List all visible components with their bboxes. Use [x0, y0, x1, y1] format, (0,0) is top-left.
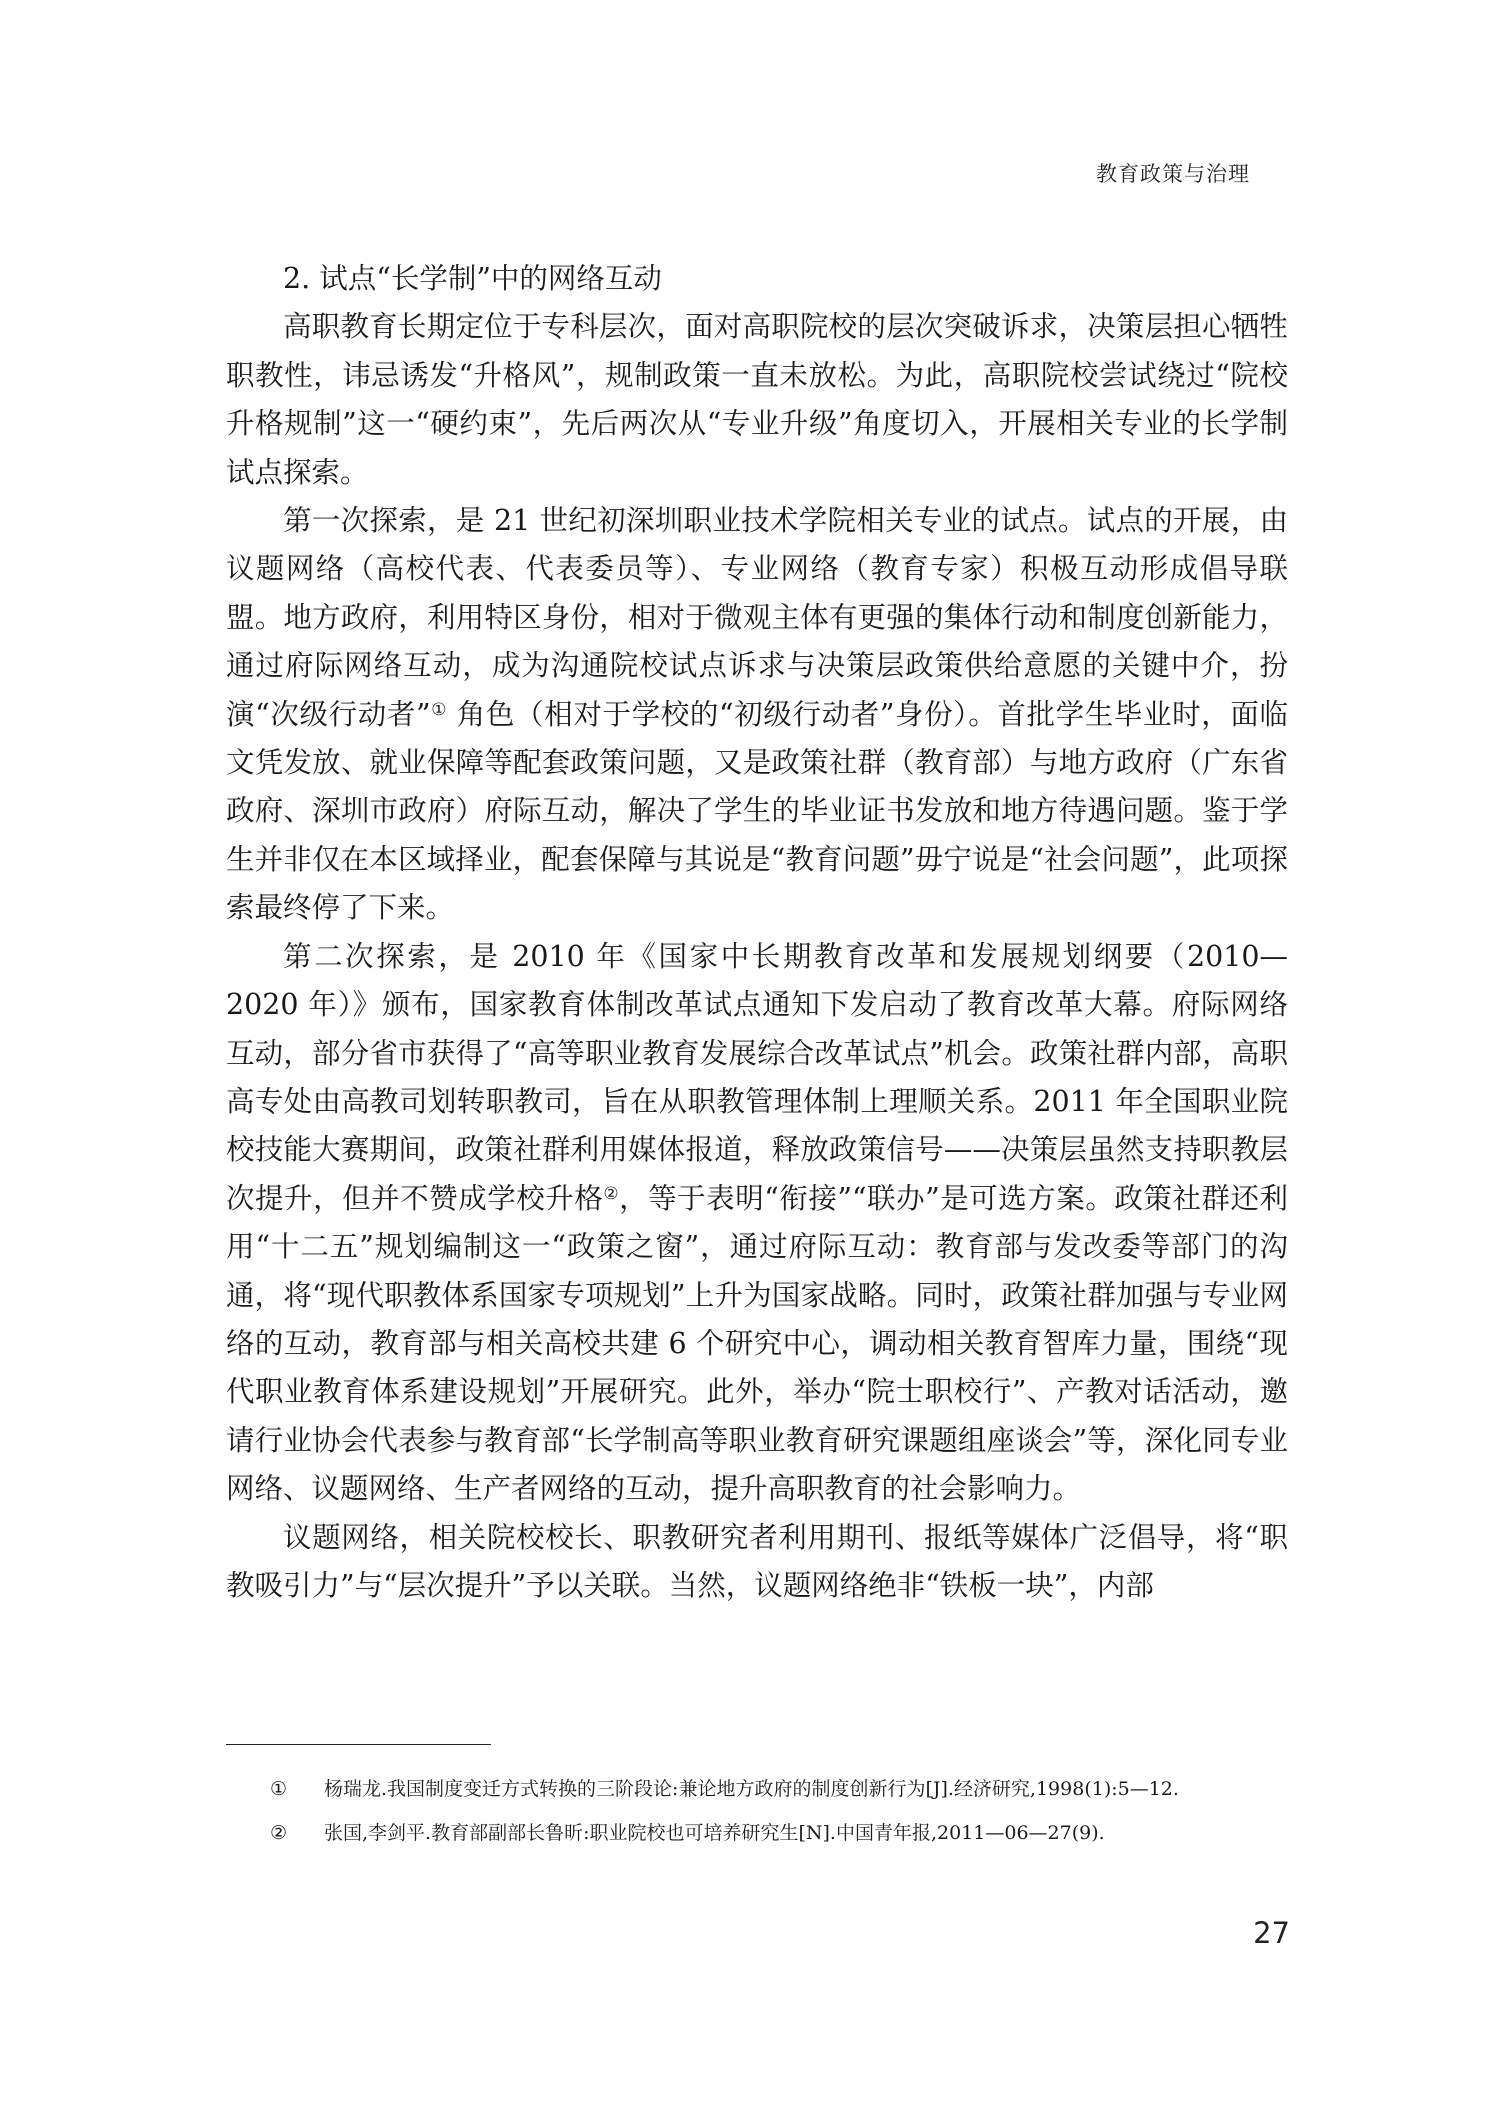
footnote-text-1: 杨瑞龙.我国制度变迁方式转换的三阶段论:兼论地方政府的制度创新行为[J].经济研究,1998(1):5—12.: [324, 1778, 1179, 1800]
paragraph-2-part-2: 角色（相对于学校的“初级行动者”身份）。首批学生毕业时，面临文凭发放、就业保障等配套政策问题，又是政策社群（教育部）与地方政府（广东省政府、深圳市政府）府际互动，解决了学生的毕业证书发放和地方待遇问题。鉴于学生并非仅在本区域择业，配套保障与其说是“教育问题”毋宁说是“社会问题”，此项探索最终停了下来。: [226, 697, 1289, 925]
paragraph-3-part-2: ，等于表明“衔接”“联办”是可选方案。政策社群还利用“十二五”规划编制这一“政策之窗”，通过府际互动：教育部与发改委等部门的沟通，将“现代职教体系国家专项规划”上升为国家战略。同时，政策社群加强与专业网络的互动，教育部与相关高校共建 6 个研究中心，调动相关教育智库力量，围绕“现代职业教育体系建设规划”开展研究。此外，举办“院士职校行”、产教对话活动，邀请行业协会代表参与教育部“长学制高等职业教育研究课题组座谈会”等，深化同专业网络、议题网络、生产者网络的互动，提升高职教育的社会影响力。: [226, 1181, 1288, 1506]
paragraph-2-part-1: 第一次探索，是 21 世纪初深圳职业技术学院相关专业的试点。试点的开展，由议题网络（高校代表、代表委员等）、专业网络（教育专家）积极互动形成倡导联盟。地方政府，利用特区身份，相对于微观主体有更强的集体行动和制度创新能力，通过府际网络互动，成为沟通院校试点诉求与决策层政策供给意愿的关键中介，扮演“次级行动者”: [226, 504, 1288, 731]
footnote-1: [226, 1771, 1288, 1807]
footnote-2: [226, 1815, 1288, 1851]
paragraph-4: 议题网络，相关院校校长、职教研究者利用期刊、报纸等媒体广泛倡导，将“职教吸引力”与“层次提升”予以关联。当然，议题网络绝非“铁板一块”，内部: [226, 1520, 1288, 1602]
footnote-mark-2: ②: [270, 1822, 288, 1844]
body-text: [226, 255, 1288, 1610]
paragraph-3-part-1: 第二次探索，是 2010 年《国家中长期教育改革和发展规划纲要（2010—2020 年）》颁布，国家教育体制改革试点通知下发启动了教育改革大幕。府际网络互动，部分省市获得了“高等职业教育发展综合改革试点”机会。政策社群内部，高职高专处由高教司划转职教司，旨在从职教管理体制上理顺关系。2011 年全国职业院校技能大赛期间，政策社群利用媒体报道，释放政策信号——决策层虽然支持职教层次提升，但并不赞成学校升格: [226, 939, 1288, 1215]
paragraph-2: [226, 497, 1288, 933]
paragraph-1: 高职教育长期定位于专科层次，面对高职院校的层次突破诉求，决策层担心牺牲职教性，讳忌诱发“升格风”，规制政策一直未放松。为此，高职院校尝试绕过“院校升格规制”这一“硬约束”，先后两次从“专业升级”角度切入，开展相关专业的长学制试点探索。: [226, 310, 1288, 489]
page-number: 27: [1253, 1916, 1290, 1950]
section-heading: 2. 试点“长学制”中的网络互动: [283, 262, 662, 295]
footnotes: [226, 1771, 1288, 1859]
footnote-ref-1: ①: [430, 699, 448, 720]
paragraph-3: [226, 933, 1288, 1514]
footnote-mark-1: ①: [270, 1778, 288, 1800]
running-header: 教育政策与治理: [1096, 162, 1250, 186]
footnote-text-2: 张国,李剑平.教育部副部长鲁昕:职业院校也可培养研究生[N].中国青年报,2011—06—27(9).: [324, 1822, 1105, 1844]
footnote-divider: [226, 1744, 491, 1745]
footnote-ref-2: ②: [603, 1183, 620, 1204]
